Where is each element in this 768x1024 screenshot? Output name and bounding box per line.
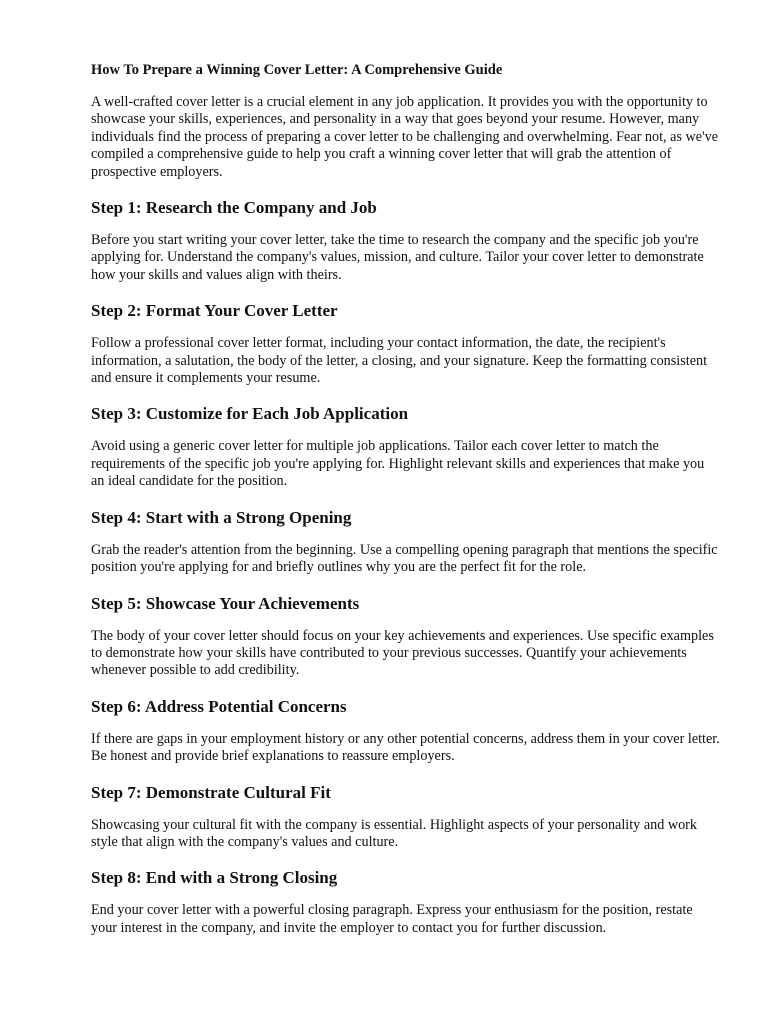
- step-6-section: [91, 696, 721, 766]
- step-5-section: [91, 593, 721, 680]
- step-6-heading: Step 6: Address Potential Concerns: [91, 696, 347, 716]
- intro-paragraph: A well-crafted cover letter is a crucial element in any job application. It provides you with the opportunity to showcase your skills, experiences, and personality in a way that goes beyond your resume. However, many individuals find the process of preparing a cover letter to be challenging and overwhelming. Fear not, as we've compiled a comprehensive guide to help you craft a winning cover letter that will grab the attention of prospective employers.: [91, 94, 719, 180]
- document-page: [91, 60, 721, 937]
- step-7-body: Showcasing your cultural fit with the company is essential. Highlight aspects of your personality and work style that align with the company's values and culture.: [91, 816, 698, 850]
- step-3-heading: Step 3: Customize for Each Job Application: [91, 404, 409, 424]
- step-8-section: [91, 867, 721, 937]
- step-4-body: Grab the reader's attention from the beginning. Use a compelling opening paragraph that mentions the specific position you're applying for and briefly outlines why you are the perfect fit for the role.: [91, 541, 718, 576]
- step-7-section: [91, 782, 721, 852]
- step-4-section: [91, 507, 721, 577]
- step-2-section: [91, 300, 721, 387]
- step-6-body: If there are gaps in your employment history or any other potential concerns, address them in your cover letter. Be honest and provide brief explanations to reassure employers.: [91, 730, 720, 765]
- step-8-heading: Step 8: End with a Strong Closing: [91, 868, 338, 888]
- step-5-body: The body of your cover letter should focus on your key achievements and experiences. Use specific examples to demonstrate how your skills have contributed to your previous successes. Quantify your achievements whenever possible to add credibility.: [91, 627, 714, 679]
- document-title: How To Prepare a Winning Cover Letter: A Comprehensive Guide: [91, 62, 503, 78]
- step-3-body: Avoid using a generic cover letter for multiple job applications. Tailor each cover letter to match the requirements of the specific job you're applying for. Highlight relevant skills and experiences that make you an ideal candidate for the position.: [91, 438, 705, 490]
- step-2-body: Follow a professional cover letter format, including your contact information, the date, the recipient's information, a salutation, the body of the letter, a closing, and your signature. Keep the formatting consistent and ensure it complements your resume.: [91, 335, 708, 387]
- step-1-heading: Step 1: Research the Company and Job: [91, 198, 377, 218]
- step-1-section: [91, 197, 721, 284]
- step-2-heading: Step 2: Format Your Cover Letter: [91, 301, 338, 321]
- step-4-heading: Step 4: Start with a Strong Opening: [91, 507, 352, 527]
- step-7-heading: Step 7: Demonstrate Cultural Fit: [91, 782, 331, 802]
- step-1-body: Before you start writing your cover letter, take the time to research the company and the specific job you're applying for. Understand the company's values, mission, and culture. Tailor your cover letter to demonstrate how your skills and values align with theirs.: [91, 232, 704, 283]
- step-3-section: [91, 403, 721, 490]
- step-5-heading: Step 5: Showcase Your Achievements: [91, 593, 360, 613]
- step-8-body: End your cover letter with a powerful closing paragraph. Express your enthusiasm for the position, restate your interest in the company, and invite the employer to contact you for further discussion.: [91, 902, 693, 936]
